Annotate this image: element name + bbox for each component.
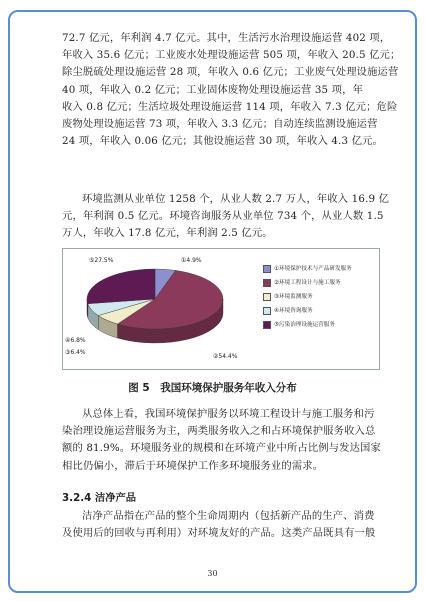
paragraph-2 [62, 191, 390, 243]
text-line: 额的 81.9%。环境服务业的规模和在环境产业中所占比例与发达国家 [62, 442, 381, 455]
pie-value-label: ①4.9% [181, 257, 202, 264]
legend-label: ①环境保护技术与产品研发服务 [274, 266, 352, 272]
legend-item [263, 307, 375, 315]
text-line: 收入 0.8 亿元；生活垃圾处理设施运营 114 项，年收入 7.3 亿元；危险 [62, 100, 398, 113]
text-line: 除尘脱硫处理设施运营 28 项，年收入 0.6 亿元；工业废气处理设施运营 [62, 66, 399, 79]
text-line: 24 项，年收入 0.06 亿元；其他设施运营 30 项，年收入 4.3 亿元。 [62, 135, 383, 148]
legend-item [263, 265, 375, 273]
page-number: 30 [207, 569, 218, 578]
text-line: 年收入 35.6 亿元；工业废水处理设施运营 505 项，年收入 20.5 亿元； [62, 49, 401, 62]
paragraph-3 [62, 406, 380, 475]
text-line: 40 项，年收入 0.2 亿元；工业固体废物处理设施运营 35 项，年 [62, 83, 364, 96]
text-line: 洁净产品指在产品的整个生命周期内（包括新产品的生产、消费 [82, 510, 375, 522]
text-line: 万人，年收入 17.8 亿元，年利润 2.5 亿元。 [62, 227, 273, 240]
legend-label: ⑤污染治理设施运营服务 [274, 322, 335, 328]
text-line: 环境监测从业单位 1258 个，从业人数 2.7 万人，年收入 16.9 亿 [82, 193, 390, 205]
legend-swatch [263, 265, 271, 273]
pie-value-label: ⑤27.5% [89, 257, 114, 264]
legend-swatch [263, 293, 271, 301]
legend-label: ③环境监测服务 [274, 294, 313, 300]
legend-swatch [263, 307, 271, 315]
pie-value-label: ③6.4% [65, 349, 86, 356]
text-line: 相比仍偏小，滞后于环境保护工作多环境服务业的需求。 [62, 459, 324, 472]
legend-item [263, 293, 375, 301]
pie-value-label: ④6.8% [65, 337, 86, 344]
text-line: 72.7 亿元，年利润 4.7 亿元。其中，生活污水治理设施运营 402 项， [62, 32, 391, 44]
chart-legend [263, 265, 375, 335]
pie-chart-figure [62, 248, 380, 370]
legend-label: ④环境咨询服务 [274, 308, 313, 314]
legend-item [263, 321, 375, 329]
legend-item [263, 279, 375, 287]
figure-caption: 图 5 我国环境保护服务年收入分布 [128, 382, 297, 394]
pie-slice [87, 269, 155, 304]
text-line: 染治理设施运营服务为主，两类服务收入之和占环境保护服务收入总 [62, 425, 376, 438]
text-line: 及使用后的回收与再利用）对环境友好的产品。这类产品既具有一般 [62, 527, 376, 540]
text-line: 元，年利润 0.5 亿元。环境咨询服务从业单位 734 个，从业人数 1.5 [62, 210, 384, 223]
legend-swatch [263, 321, 271, 329]
section-heading: 3.2.4 洁净产品 [62, 492, 137, 504]
paragraph-4 [62, 508, 380, 542]
text-line: 废物处理设施运营 73 项，年收入 3.3 亿元；自动连续监测设施运营 [62, 118, 378, 131]
pie-value-label: ②54.4% [213, 353, 238, 360]
text-line: 从总体上看，我国环境保护服务以环境工程设计与施工服务和污 [82, 408, 375, 420]
legend-label: ②环境工程设计与施工服务 [274, 280, 341, 286]
paragraph-1 [62, 30, 401, 150]
legend-swatch [263, 279, 271, 287]
